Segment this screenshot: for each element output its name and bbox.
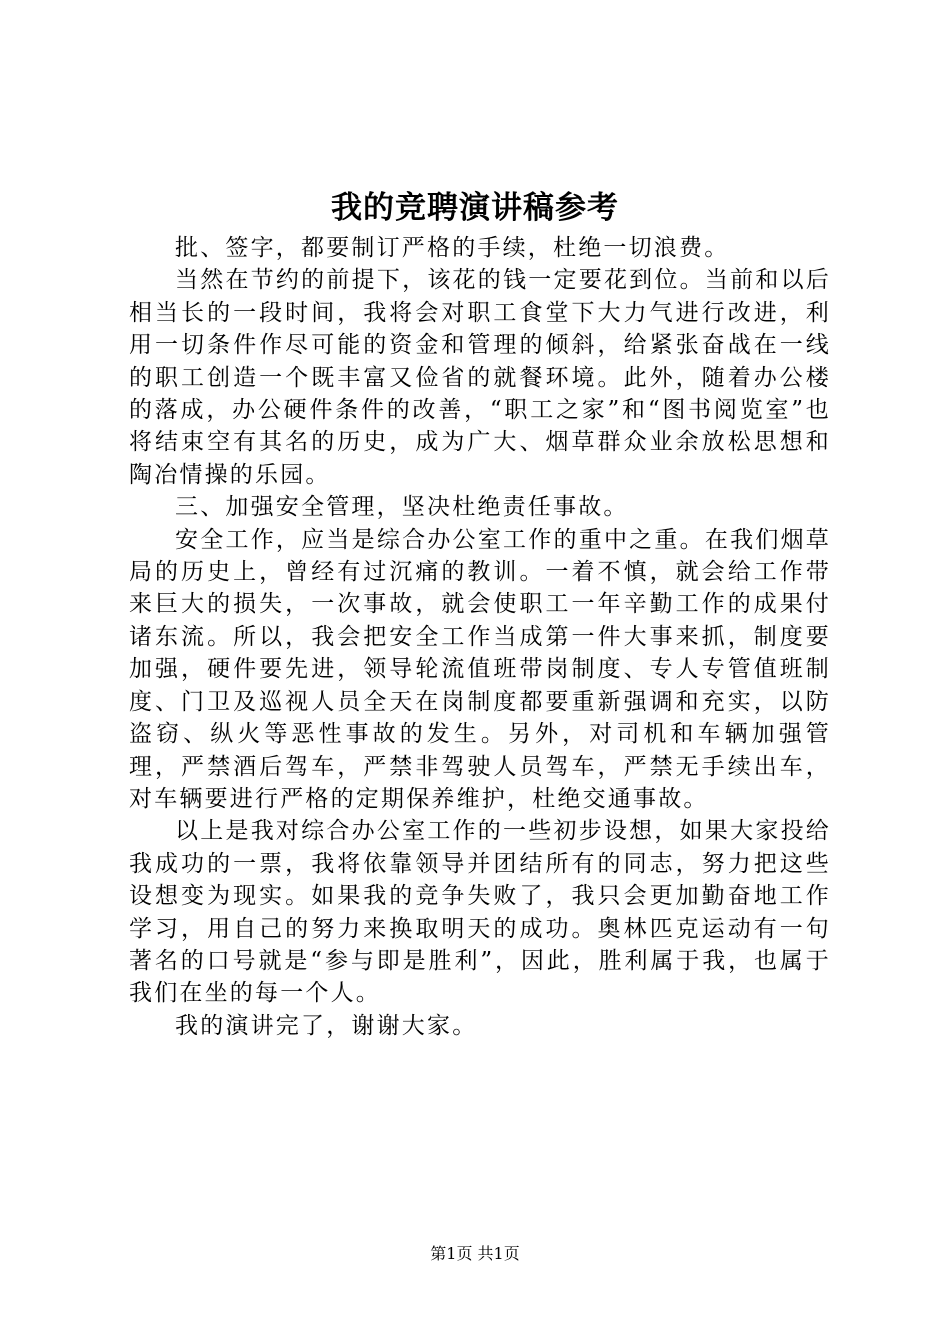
paragraph: 当然在节约的前提下，该花的钱一定要花到位。当前和以后相当长的一段时间，我将会对职工食堂下大力气进行改进，利用一切条件作尽可能的资金和管理的倾斜，给紧张奋战在一线的职工创造一个既丰富又俭省的就餐环境。此外，随着办公楼的落成，办公硬件条件的改善，“职工之家”和“图书阅览室”也将结束空有其名的历史，成为广大、烟草群众业余放松思想和陶冶情操的乐园。 [129,267,831,488]
paragraph: 我的演讲完了，谢谢大家。 [175,1012,478,1039]
paragraph: 安全工作，应当是综合办公室工作的重中之重。在我们烟草局的历史上，曾经有过沉痛的教训。一着不慎，就会给工作带来巨大的损失，一次事故，就会使职工一年辛勤工作的成果付诸东流。所以，我会把安全工作当成第一件大事来抓，制度要加强，硬件要先进，领导轮流值班带岗制度、专人专管值班制度、门卫及巡视人员全天在岗制度都要重新强调和充实，以防盗窃、纵火等恶性事故的发生。另外，对司机和车辆加强管理，严禁酒后驾车，严禁非驾驶人员驾车，严禁无手续出车，对车辆要进行严格的定期保养维护，杜绝交通事故。 [129,526,831,812]
document-title: 我的竞聘演讲稿参考 [331,190,619,226]
document-body [129,232,831,1042]
page-number-footer: 第1页 共1页 [430,1244,520,1263]
section-heading: 三、加强安全管理，坚决杜绝责任事故。 [175,494,629,521]
paragraph: 以上是我对综合办公室工作的一些初步设想，如果大家投给我成功的一票，我将依靠领导并团结所有的同志，努力把这些设想变为现实。如果我的竞争失败了，我只会更加勤奋地工作学习，用自己的努力来换取明天的成功。奥林匹克运动有一句著名的口号就是“参与即是胜利”，因此，胜利属于我，也属于我们在坐的每一个人。 [129,818,831,1007]
paragraph: 批、签字，都要制订严格的手续，杜绝一切浪费。 [175,235,730,261]
